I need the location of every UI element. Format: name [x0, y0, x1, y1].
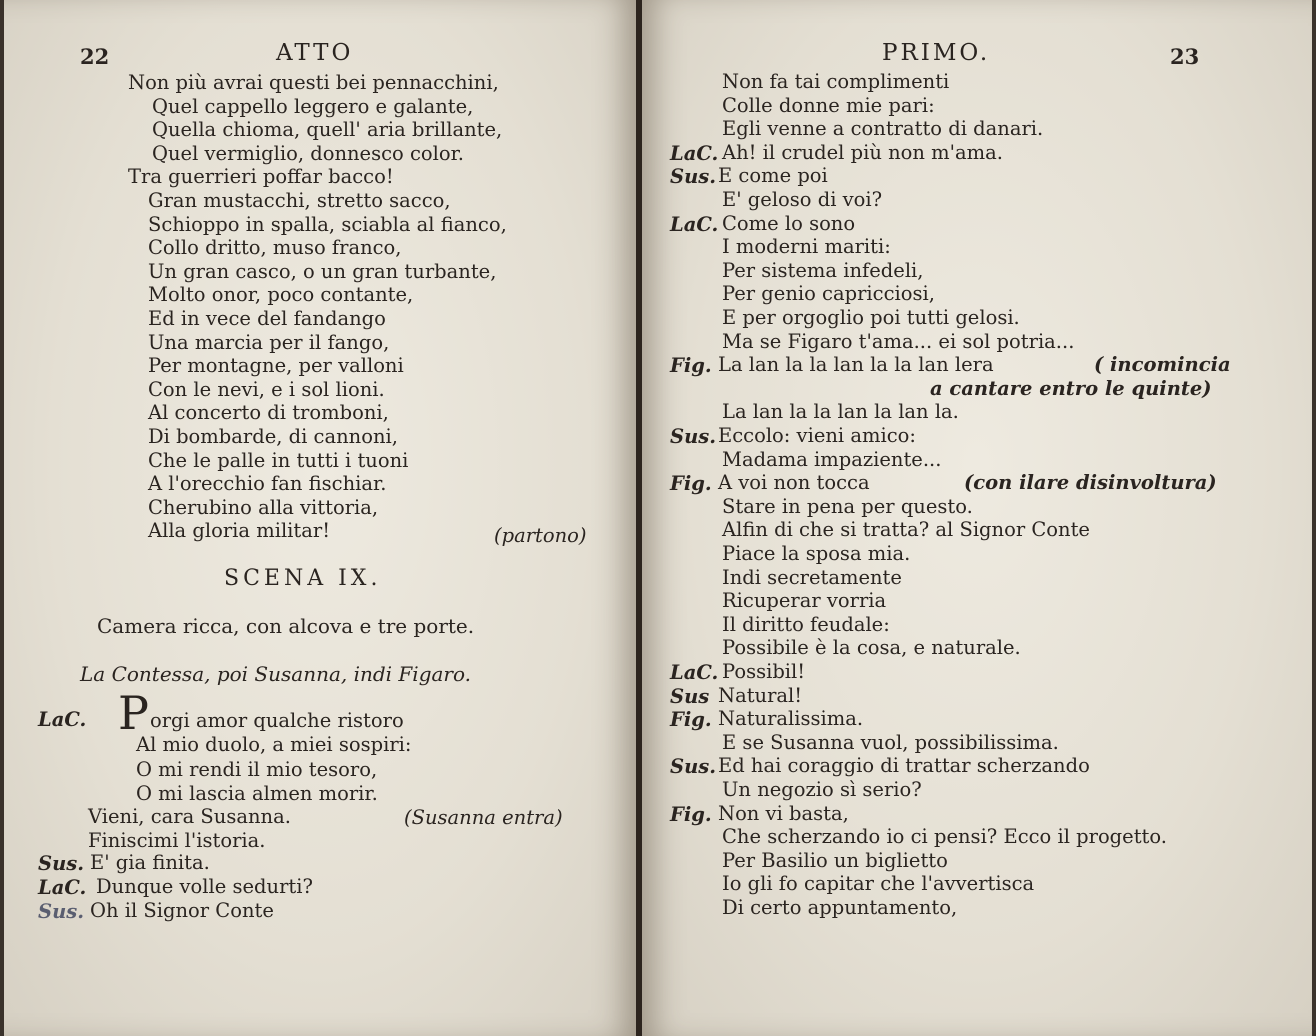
verse-line: Cherubino alla vittoria, — [148, 495, 379, 519]
speaker-label: Fig. — [670, 472, 712, 496]
stage-direction-incomincia-cont: a cantare entro le quinte) — [930, 377, 1212, 400]
speaker-label: Fig. — [670, 708, 712, 732]
verse-line: Molto onor, poco contante, — [148, 283, 414, 307]
speaker-label: Sus — [670, 684, 710, 708]
page-number-right: 23 — [1170, 44, 1200, 69]
scene-setting: Camera ricca, con alcova e tre porte. — [97, 614, 475, 638]
dialogue-line: Oh il Signor Conte — [90, 899, 274, 922]
scene-title: SCENA IX. — [224, 566, 382, 591]
verse-line: Alla gloria militar! — [148, 519, 331, 543]
dialogue-line: Eccolo: vieni amico: — [718, 424, 916, 447]
speaker-label: LaC. — [670, 212, 719, 236]
verse-line: Con le nevi, e i sol lioni. — [148, 377, 385, 401]
verse-line: Che le palle in tutti i tuoni — [148, 448, 409, 472]
aria-line: Al mio duolo, a miei sospiri: — [136, 733, 412, 756]
dialogue-line: E come poi — [718, 164, 828, 188]
speaker-label: Sus. — [670, 755, 717, 779]
dialogue-line: Che scherzando io ci pensi? Ecco il progetto. — [722, 825, 1167, 849]
dialogue-line: A voi non tocca — [718, 471, 870, 495]
dialogue-line: Non fa tai complimenti — [722, 70, 950, 93]
verse-line: Di bombarde, di cannoni, — [148, 425, 398, 448]
dialogue-line: Come lo sono — [722, 211, 856, 235]
dialogue-line: Per Basilio un biglietto — [722, 848, 948, 872]
speaker-label: Fig. — [670, 802, 712, 826]
speaker-label: Sus. — [38, 852, 85, 875]
verse-line: A l'orecchio fan fischiar. — [148, 472, 387, 496]
dialogue-line: Un negozio sì serio? — [722, 778, 922, 801]
dialogue-line: Ma se Figaro t'ama... ei sol potria... — [722, 329, 1075, 353]
verse-line: Per montagne, per valloni — [148, 354, 404, 378]
dialogue-line: Per sistema infedeli, — [722, 258, 924, 282]
verse-line: Non più avrai questi bei pennacchini, — [128, 71, 499, 94]
speaker-label: LaC. — [38, 708, 87, 731]
dialogue-line: Possibil! — [722, 660, 806, 683]
dialogue-line: E per orgoglio poi tutti gelosi. — [722, 306, 1020, 329]
dialogue-line: Io gli fo capitar che l'avvertisca — [722, 872, 1035, 896]
right-page — [642, 0, 1312, 1036]
dialogue-line: Ah! il crudel più non m'ama. — [722, 140, 1003, 164]
verse-line: Tra guerrieri poffar bacco! — [128, 165, 394, 189]
running-header-right: PRIMO. — [882, 40, 991, 66]
dialogue-line: Egli venne a contratto di danari. — [722, 117, 1044, 141]
dialogue-line: E se Susanna vuol, possibilissima. — [722, 730, 1059, 754]
dialogue-line: Colle donne mie pari: — [722, 93, 935, 117]
verse-line: Al concerto di tromboni, — [148, 401, 389, 425]
verse-line: Ed in vece del fandango — [148, 307, 386, 330]
speaker-label: Sus. — [670, 165, 717, 189]
running-header-left: ATTO — [276, 40, 354, 66]
verse-line: Collo dritto, muso franco, — [148, 236, 402, 260]
stage-direction-disinvoltura: (con ilare disinvoltura) — [964, 471, 1217, 494]
dialogue-line: Ricuperar vorria — [722, 589, 887, 613]
dialogue-line: Dunque volle sedurti? — [96, 875, 313, 898]
dialogue-line: La lan la la lan la lan la. — [722, 400, 959, 424]
speaker-label: Fig. — [670, 354, 712, 378]
aria-line: O mi rendi il mio tesoro, — [136, 758, 378, 781]
recitative-line: Finiscimi l'istoria. — [88, 829, 266, 852]
verse-line: Quella chioma, quell' aria brillante, — [152, 118, 503, 142]
verse-line: Quel cappello leggero e galante, — [152, 94, 474, 118]
aria-first-line: orgi amor qualche ristoro — [150, 709, 404, 732]
verse-line: Schioppo in spalla, sciabla al fianco, — [148, 212, 507, 236]
dialogue-line: Non vi basta, — [718, 801, 849, 825]
dialogue-line: Alfin di che si tratta? al Signor Conte — [722, 518, 1090, 542]
dialogue-line: Di certo appuntamento, — [722, 896, 958, 919]
dialogue-line: I moderni mariti: — [722, 235, 891, 259]
dialogue-line: Possibile è la cosa, e naturale. — [722, 636, 1021, 660]
stage-direction-partono: (partono) — [494, 524, 587, 547]
dialogue-line: Ed hai coraggio di trattar scherzando — [718, 754, 1090, 778]
dialogue-line: E' gia finita. — [90, 851, 210, 874]
speaker-label: Sus. — [38, 900, 85, 923]
page-number-left: 22 — [80, 44, 110, 69]
left-page — [4, 0, 636, 1036]
recitative-line: Vieni, cara Susanna. — [88, 805, 291, 828]
aria-line: O mi lascia almen morir. — [136, 782, 378, 805]
verse-line: Una marcia per il fango, — [148, 330, 390, 354]
speaker-label: LaC. — [38, 876, 87, 899]
dialogue-line: Il diritto feudale: — [722, 612, 890, 636]
dialogue-line: Per genio capricciosi, — [722, 282, 935, 306]
speaker-label: LaC. — [670, 141, 719, 165]
speaker-label: LaC. — [670, 661, 719, 684]
verse-line: Un gran casco, o un gran turbante, — [148, 259, 497, 283]
dialogue-line: Stare in pena per questo. — [722, 494, 973, 518]
dialogue-line: E' geloso di voi? — [722, 188, 883, 211]
dialogue-line: La lan la la lan la la lan lera — [718, 353, 994, 377]
dialogue-line: Madama impaziente... — [722, 447, 942, 471]
dialogue-line: Natural! — [718, 683, 803, 707]
verse-line: Quel vermiglio, donnesco color. — [152, 141, 464, 165]
dialogue-line: Piace la sposa mia. — [722, 542, 911, 565]
dialogue-line: Indi secretamente — [722, 565, 902, 589]
drop-cap: P — [118, 686, 149, 740]
stage-direction-entra: (Susanna entra) — [404, 806, 563, 829]
stage-direction-incomincia: ( incomincia — [1094, 353, 1231, 376]
speaker-label: Sus. — [670, 425, 717, 448]
dialogue-line: Naturalissima. — [718, 707, 864, 731]
scene-characters: La Contessa, poi Susanna, indi Figaro. — [80, 662, 472, 686]
verse-line: Gran mustacchi, stretto sacco, — [148, 189, 451, 212]
